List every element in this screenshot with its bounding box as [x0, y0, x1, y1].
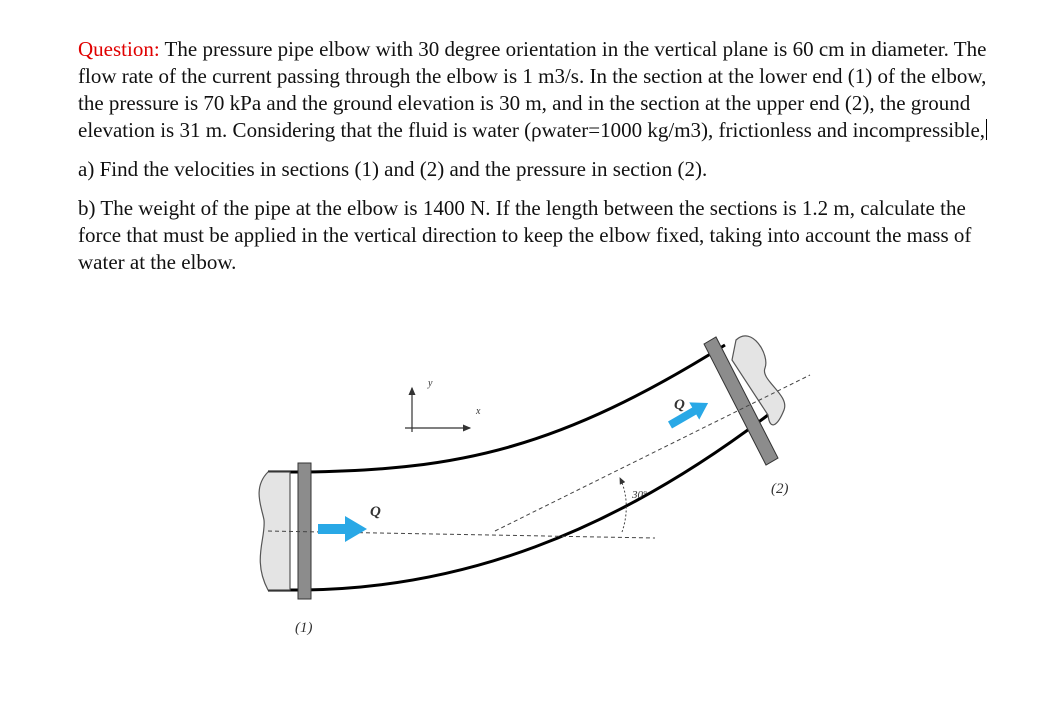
flow-label-1: Q: [370, 504, 381, 520]
pipe-body: [305, 345, 768, 590]
flow-label-2: Q: [674, 397, 685, 413]
flange-section-1: [298, 463, 311, 599]
section-1-label: (1): [295, 620, 313, 636]
section-2-label: (2): [771, 481, 789, 497]
question-body: The pressure pipe elbow with 30 degree orientation in the vertical plane is 60 cm in diameter. The flow rate of the current passing through the elbow is 1 m3/s. In the section at the lower end (1) of the elbow, the pressure is 70 kPa and the ground elevation is 30 m, and in the section at the upper end (2), the ground elevation is 31 m. Considering that the fluid is water (ρwater=1000 kg/m3), frictionless and incompressible,: [78, 37, 987, 142]
part-a-paragraph: a) Find the velocities in sections (1) and (2) and the pressure in section (2).: [78, 157, 708, 181]
y-axis-label: y: [428, 378, 433, 389]
angle-label: 30º: [632, 489, 647, 501]
part-b-paragraph: b) The weight of the pipe at the elbow is 1400 N. If the length between the sections is 1.2 m, calculate the force that must be applied in the vertical direction to keep the elbow fixed, taking into account the mass of water at the elbow.: [78, 196, 972, 274]
x-axis-label: x: [476, 406, 481, 417]
question-label: Question:: [78, 37, 160, 61]
